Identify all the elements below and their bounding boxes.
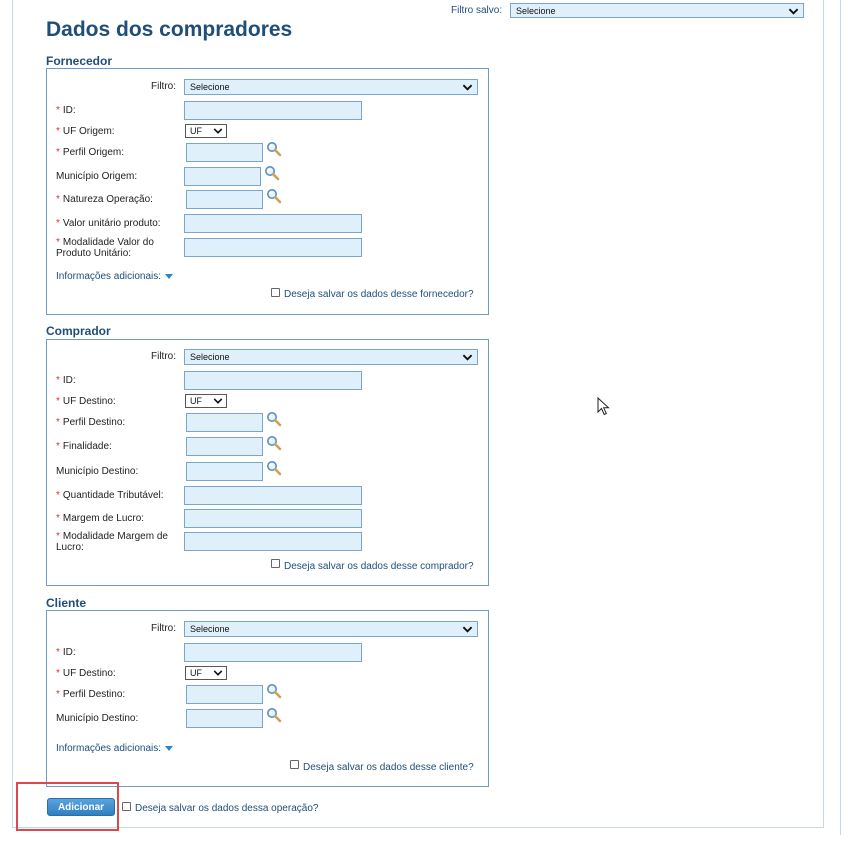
cliente-perfil-input[interactable]: [186, 685, 263, 704]
comprador-save-checkbox[interactable]: [271, 559, 280, 568]
required-mark: *: [56, 237, 60, 248]
required-mark: *: [56, 531, 60, 542]
required-mark: *: [56, 147, 60, 158]
cliente-id-label: [56, 647, 76, 658]
search-icon[interactable]: [266, 683, 282, 699]
comprador-perfil-label: [56, 417, 125, 428]
required-mark: *: [56, 105, 60, 116]
label-text: Quantidade Tributável:: [62, 490, 164, 501]
fornecedor-filter-label: Filtro:: [151, 81, 176, 92]
comprador-finalidade-label: [56, 441, 112, 452]
chevron-down-icon: [462, 624, 473, 635]
fornecedor-perfil-input[interactable]: [186, 143, 263, 162]
more-info-text: Informações adicionais:: [56, 743, 162, 754]
chevron-down-icon: [462, 82, 473, 93]
required-mark: *: [56, 375, 60, 386]
label-text: ID:: [62, 105, 76, 116]
comprador-modalidade-label: [56, 531, 168, 542]
page-border: [840, 0, 841, 835]
saved-filter-label: Filtro salvo:: [451, 5, 503, 16]
comprador-section-title: Comprador: [46, 324, 111, 338]
comprador-quantidade-label: [56, 490, 164, 501]
cliente-save-label: Deseja salvar os dados desse cliente?: [303, 762, 474, 773]
comprador-municipio-input[interactable]: [186, 462, 263, 481]
comprador-perfil-input[interactable]: [186, 413, 263, 432]
comprador-margem-input[interactable]: [184, 509, 362, 528]
cliente-uf-select[interactable]: [185, 666, 227, 680]
cliente-more-info-link[interactable]: [56, 743, 173, 754]
label-text: Modalidade Margem de: [62, 531, 168, 542]
comprador-margem-label: [56, 513, 144, 524]
required-mark: *: [56, 417, 60, 428]
fornecedor-modalidade-label-2: Produto Unitário:: [56, 248, 132, 259]
caret-down-icon: [165, 274, 173, 279]
search-icon[interactable]: [266, 141, 282, 157]
saved-filter-select[interactable]: [510, 3, 804, 18]
fornecedor-natureza-input[interactable]: [186, 190, 263, 209]
chevron-down-icon: [462, 352, 473, 363]
required-mark: *: [56, 194, 60, 205]
add-button[interactable]: Adicionar: [47, 798, 115, 816]
search-icon[interactable]: [266, 411, 282, 427]
cliente-section-title: Cliente: [46, 596, 87, 610]
fornecedor-valor-label: [56, 218, 161, 229]
fornecedor-save-label: Deseja salvar os dados desse fornecedor?: [284, 289, 474, 300]
label-text: UF Destino:: [62, 396, 116, 407]
save-operation-checkbox[interactable]: [122, 802, 131, 811]
fornecedor-id-label: [56, 105, 76, 116]
caret-down-icon: [165, 746, 173, 751]
required-mark: *: [56, 689, 60, 700]
cliente-filter-label: Filtro:: [151, 623, 176, 634]
cliente-perfil-label: [56, 689, 125, 700]
fornecedor-modalidade-label: [56, 237, 154, 248]
fornecedor-filter-value: Selecione: [190, 82, 230, 92]
required-mark: *: [56, 218, 60, 229]
cliente-save-checkbox[interactable]: [290, 760, 299, 769]
comprador-modalidade-label-2: Lucro:: [56, 542, 84, 553]
search-icon[interactable]: [266, 460, 282, 476]
mouse-cursor-icon: [597, 397, 611, 417]
required-mark: *: [56, 513, 60, 524]
required-mark: *: [56, 126, 60, 137]
more-info-text: Informações adicionais:: [56, 271, 162, 282]
highlight-box: [16, 782, 119, 831]
save-operation-label: Deseja salvar os dados dessa operação?: [135, 803, 319, 814]
cliente-filter-value: Selecione: [190, 624, 230, 634]
uf-value: UF: [190, 126, 202, 136]
cliente-filter-select[interactable]: [184, 621, 478, 637]
fornecedor-natureza-label: [56, 194, 153, 205]
fornecedor-uf-label: [56, 126, 115, 137]
label-text: UF Destino:: [62, 668, 116, 679]
search-icon[interactable]: [266, 707, 282, 723]
label-text: ID:: [62, 375, 76, 386]
comprador-filter-label: Filtro:: [151, 351, 176, 362]
cliente-id-input[interactable]: [184, 643, 362, 662]
comprador-id-label: [56, 375, 76, 386]
label-text: Natureza Operação:: [62, 194, 153, 205]
comprador-quantidade-input[interactable]: [184, 486, 362, 505]
fornecedor-section-title: Fornecedor: [46, 54, 113, 68]
label-text: Perfil Destino:: [62, 417, 126, 428]
required-mark: *: [56, 647, 60, 658]
comprador-filter-value: Selecione: [190, 352, 230, 362]
label-text: Perfil Destino:: [62, 689, 126, 700]
comprador-filter-select[interactable]: [184, 349, 478, 365]
cliente-municipio-label: Município Destino:: [56, 713, 139, 724]
comprador-finalidade-input[interactable]: [186, 437, 263, 456]
fornecedor-municipio-label: Município Origem:: [56, 171, 138, 182]
fornecedor-modalidade-input[interactable]: [184, 238, 362, 257]
required-mark: *: [56, 396, 60, 407]
search-icon[interactable]: [266, 435, 282, 451]
cliente-uf-label: [56, 668, 116, 679]
fornecedor-municipio-input[interactable]: [184, 167, 261, 186]
label-text: Perfil Origem:: [62, 147, 125, 158]
comprador-modalidade-input[interactable]: [184, 532, 362, 551]
fornecedor-uf-select[interactable]: [185, 124, 227, 138]
comprador-uf-select[interactable]: [185, 394, 227, 408]
search-icon[interactable]: [264, 165, 280, 181]
fornecedor-valor-input[interactable]: [184, 214, 362, 233]
chevron-down-icon: [213, 396, 223, 406]
required-mark: *: [56, 490, 60, 501]
fornecedor-filter-select[interactable]: [184, 79, 478, 95]
chevron-down-icon: [213, 126, 223, 136]
required-mark: *: [56, 441, 60, 452]
chevron-down-icon: [788, 6, 799, 17]
page-title: Dados dos compradores: [46, 18, 293, 41]
search-icon[interactable]: [266, 188, 282, 204]
label-text: Finalidade:: [62, 441, 112, 452]
fornecedor-id-input[interactable]: [184, 101, 362, 120]
chevron-down-icon: [213, 668, 223, 678]
uf-value: UF: [190, 668, 202, 678]
saved-filter-value: Selecione: [516, 6, 556, 16]
fornecedor-perfil-label: [56, 147, 124, 158]
comprador-id-input[interactable]: [184, 371, 362, 390]
required-mark: *: [56, 668, 60, 679]
comprador-municipio-label: Município Destino:: [56, 466, 139, 477]
fornecedor-more-info-link[interactable]: [56, 271, 173, 282]
fornecedor-save-checkbox[interactable]: [271, 288, 280, 297]
label-text: Valor unitário produto:: [62, 218, 161, 229]
comprador-uf-label: [56, 396, 116, 407]
cliente-municipio-input[interactable]: [186, 709, 263, 728]
label-text: UF Origem:: [62, 126, 115, 137]
uf-value: UF: [190, 396, 202, 406]
label-text: Margem de Lucro:: [62, 513, 145, 524]
label-text: ID:: [62, 647, 76, 658]
comprador-save-label: Deseja salvar os dados desse comprador?: [284, 561, 474, 572]
label-text: Modalidade Valor do: [62, 237, 154, 248]
